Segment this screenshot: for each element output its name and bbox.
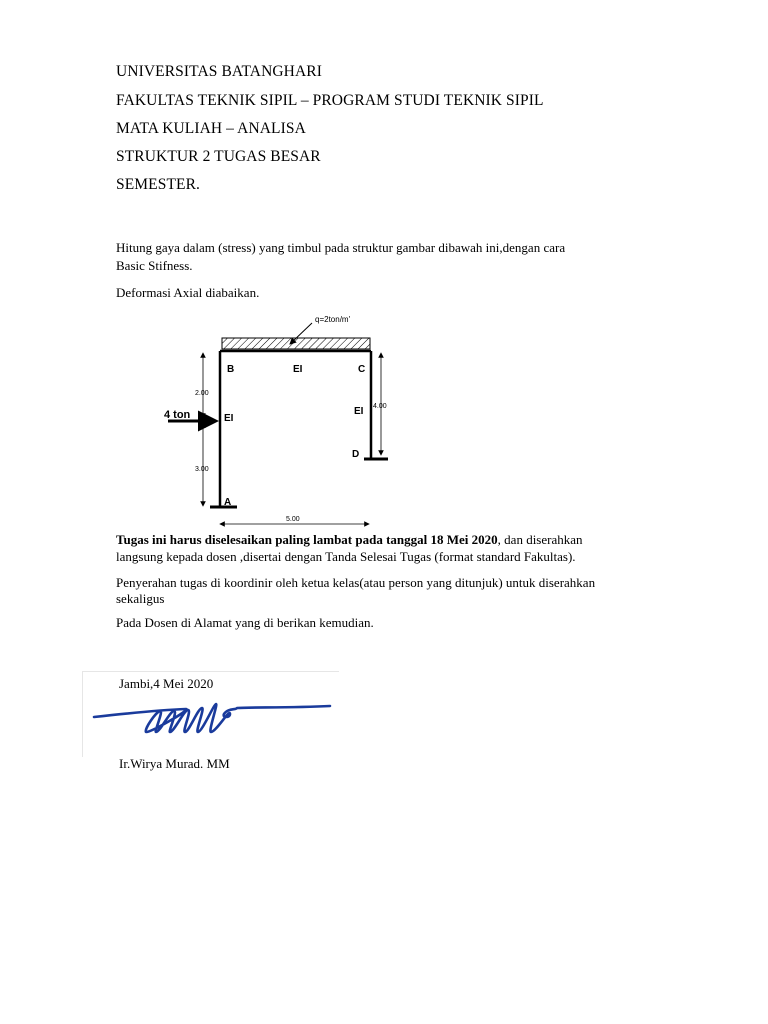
header-university: UNIVERSITAS BATANGHARI (116, 63, 322, 80)
header-faculty: FAKULTAS TEKNIK SIPIL – PROGRAM STUDI TEKNIK SIPIL (116, 92, 544, 109)
submission-line-1: Penyerahan tugas di koordinir oleh ketua kelas(atau person yang ditunjuk) untuk diserahkan (116, 575, 596, 590)
deadline-line-2: langsung kepada dosen ,disertai dengan Tanda Selesai Tugas (format standard Fakultas). (116, 549, 576, 564)
beam-ei-label: EI (293, 364, 303, 375)
load-label: q=2ton/m' (315, 315, 351, 324)
node-b-label: B (227, 364, 235, 375)
deadline-rest: , dan diserahkan (497, 532, 583, 547)
left-column-ei-label: EI (224, 413, 234, 424)
dim-right-label: 4.00 (373, 403, 387, 410)
instruction-note: Deformasi Axial diabaikan. (116, 285, 260, 300)
node-d-label: D (352, 449, 360, 460)
handwritten-signature (90, 694, 335, 742)
portal-frame-diagram (140, 305, 410, 530)
address-note: Pada Dosen di Alamat yang di berikan kemudian. (116, 615, 374, 630)
node-c-label: C (358, 364, 366, 375)
instruction-line-2: Basic Stifness. (116, 258, 193, 273)
deadline-line-1 (116, 532, 583, 548)
header-assignment: STRUKTUR 2 TUGAS BESAR (116, 148, 321, 165)
right-column-ei-label: EI (354, 406, 364, 417)
dim-upper-left-label: 2.00 (195, 390, 209, 397)
header-course: MATA KULIAH – ANALISA (116, 120, 306, 137)
dim-bottom-label: 5.00 (286, 516, 300, 523)
signature-stroke (94, 704, 330, 732)
header-semester: SEMESTER. (116, 176, 201, 193)
dim-lower-left-label: 3.00 (195, 466, 209, 473)
point-load-label: 4 ton (164, 409, 191, 421)
instruction-line-1: Hitung gaya dalam (stress) yang timbul pada struktur gambar dibawah ini,dengan cara (116, 240, 566, 255)
deadline-bold: Tugas ini harus diselesaikan paling lambat pada tanggal 18 Mei 2020 (116, 532, 498, 547)
distributed-load-bar (222, 338, 370, 349)
node-a-label: A (224, 497, 232, 508)
submission-line-2: sekaligus (116, 591, 165, 606)
signature-name: Ir.Wirya Murad. MM (119, 756, 230, 771)
signature-place-date: Jambi,4 Mei 2020 (119, 676, 214, 691)
